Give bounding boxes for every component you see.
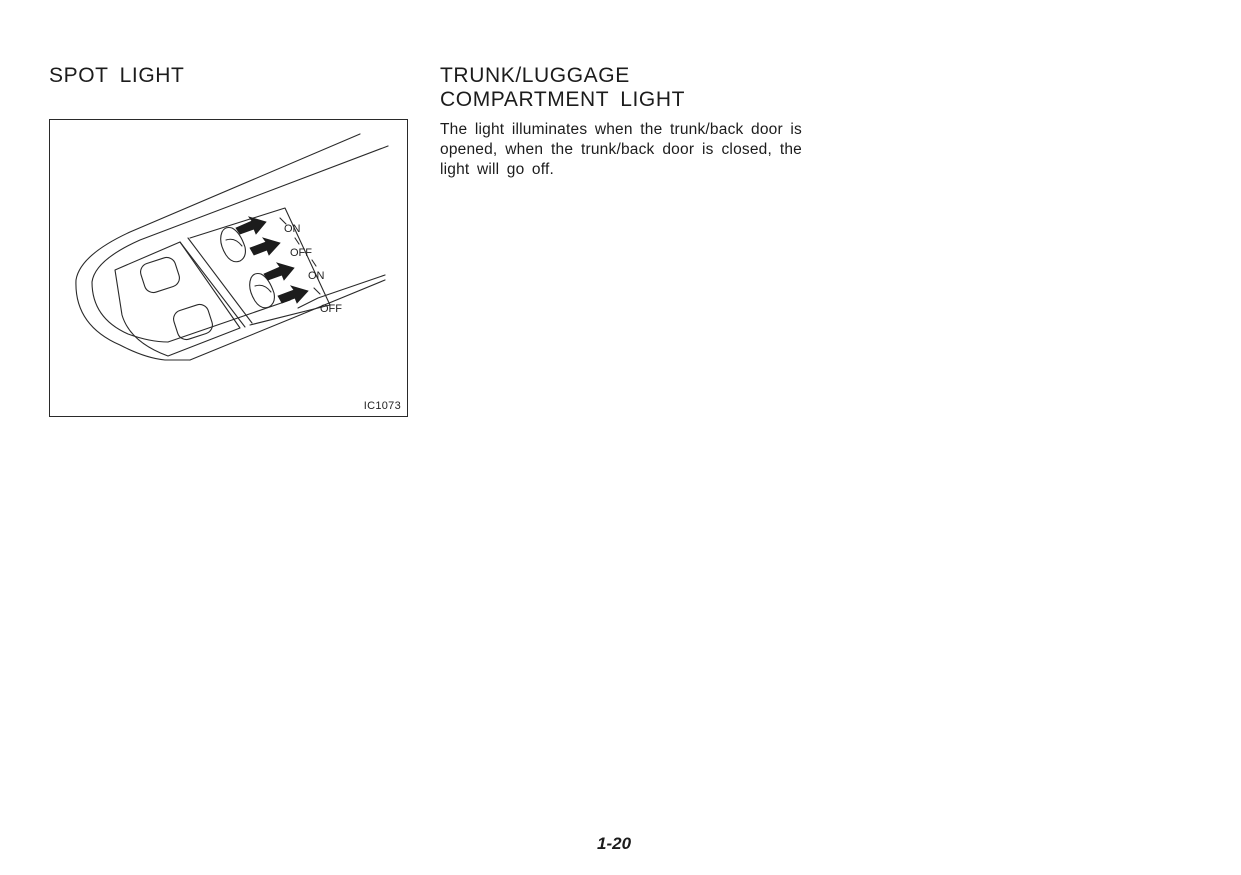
off-lower-label: OFF <box>320 303 342 315</box>
page-number: 1-20 <box>597 834 632 853</box>
on-lower-label: ON <box>308 270 325 282</box>
trunk-light-description: The light illuminates when the trunk/back door is opened, when the trunk/back door is closed, the light will go off. <box>440 121 802 178</box>
trunk-light-heading-line2: COMPARTMENT LIGHT <box>440 88 686 111</box>
figure-id: IC1073 <box>363 400 401 412</box>
spot-light-illustration <box>50 120 409 418</box>
trunk-light-heading <box>440 64 820 112</box>
trunk-light-heading-line1: TRUNK/LUGGAGE <box>440 64 630 87</box>
spot-light-figure <box>49 119 408 417</box>
spot-light-heading: SPOT LIGHT <box>49 64 185 87</box>
on-upper-label: ON <box>284 223 301 235</box>
off-upper-label: OFF <box>290 247 312 259</box>
